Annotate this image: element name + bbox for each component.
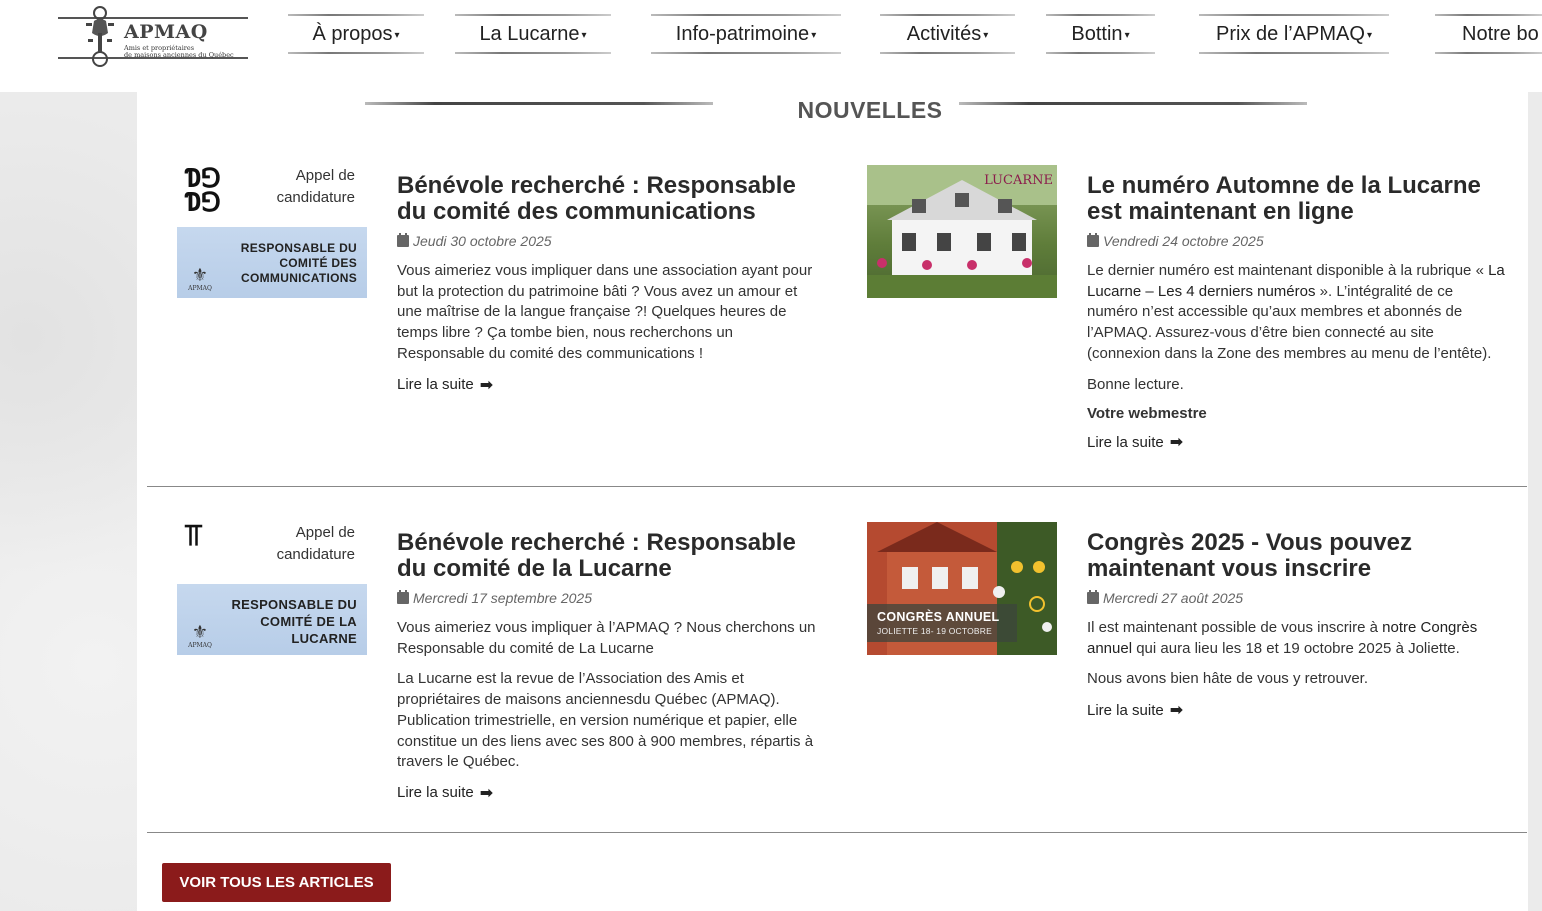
- excerpt-text: Le dernier numéro est maintenant disponible à la rubrique «: [1087, 262, 1484, 279]
- thumbnail-role-line: COMMUNICATIONS: [241, 271, 357, 285]
- article-date-text: Mercredi 17 septembre 2025: [413, 590, 592, 606]
- logo-tagline-2: de maisons anciennes du Québec: [124, 51, 234, 59]
- view-all-articles-button[interactable]: VOIR TOUS LES ARTICLES: [162, 863, 391, 902]
- article-excerpt-2: Bonne lecture.: [1087, 375, 1184, 393]
- read-more-link[interactable]: [397, 375, 493, 395]
- page-background-right: [1528, 92, 1542, 911]
- article-content: [1087, 173, 1507, 452]
- apmaq-mini-logo: [185, 624, 215, 649]
- decorative-glyph-icon: Ɗ⅁ Ɗ⅁: [185, 165, 221, 218]
- article-date-text: Vendredi 24 octobre 2025: [1103, 233, 1264, 249]
- news-panel: [137, 92, 1528, 911]
- logo-brand-text: APMAQ: [124, 21, 208, 43]
- thumbnail-role-line: COMITÉ DES: [279, 256, 357, 270]
- thumbnail-header-line: candidature: [276, 546, 355, 563]
- article-thumbnail[interactable]: [177, 165, 367, 298]
- nav-item-notre-boutique[interactable]: [1435, 14, 1542, 54]
- apmaq-mini-logo: [185, 267, 215, 292]
- article-thumbnail[interactable]: [867, 522, 1057, 655]
- congres-link[interactable]: notre Congrès annuel: [1087, 619, 1478, 657]
- calendar-icon: [397, 235, 409, 247]
- nav-item-label: La Lucarne: [479, 22, 580, 45]
- caret-down-icon: ▾: [581, 29, 587, 41]
- thumbnail-role: [231, 596, 357, 647]
- thumbnail-header-area: [177, 522, 367, 584]
- nav-item-label: Activités: [906, 22, 982, 45]
- article-title[interactable]: Le numéro Automne de la Lucarne est maintenant en ligne: [1087, 172, 1481, 225]
- calendar-icon: [397, 592, 409, 604]
- thumbnail-role-line: RESPONSABLE DU: [240, 241, 357, 255]
- caret-down-icon: ▾: [1124, 29, 1130, 41]
- article-content: [397, 530, 817, 803]
- excerpt-text: ». L’intégralité de ce numéro n’est accessible qu’aux membres et abonnés de l’APMAQ. Assurez-vous d’être bien connecté au site (connexion dans la Zone des membres au menu de l’entête).: [1087, 282, 1492, 362]
- calendar-icon: [1087, 592, 1099, 604]
- thumbnail-header: [277, 165, 355, 209]
- read-more-link[interactable]: [397, 783, 493, 803]
- logo-tagline-1: Amis et propriétaires: [124, 44, 195, 52]
- thumbnail-header-line: Appel de: [295, 167, 355, 184]
- article-content: [397, 173, 817, 395]
- key-seal-icon: ⚜: [191, 265, 209, 286]
- article-excerpt: [1087, 261, 1507, 365]
- thumbnail-header-line: Appel de: [295, 524, 355, 541]
- thumbnail-subcaption: JOLIETTE 18- 19 OCTOBRE: [877, 626, 992, 636]
- caret-down-icon: ▾: [394, 29, 400, 41]
- thumbnail-role-line: LUCARNE: [291, 631, 357, 646]
- nav-item-label: Notre bo: [1462, 22, 1539, 45]
- article-title[interactable]: Congrès 2025 - Vous pouvez maintenant vous inscrire: [1087, 529, 1412, 582]
- article-thumbnail[interactable]: [867, 165, 1057, 298]
- lucarne-issues-link[interactable]: La Lucarne – Les 4 derniers numéros: [1087, 262, 1505, 300]
- read-more-link[interactable]: [1087, 700, 1183, 720]
- article-signature: Votre webmestre: [1087, 405, 1207, 423]
- article-excerpt: Vous aimeriez vous impliquer dans une association ayant pour but la protection du patrimoine bâti ? Vous avez un amour et une maîtrise de la langue française ?! Quelques heures de temps libre ? Ça tombe bien, nous recherchons un Responsable du comité des communications !: [397, 262, 813, 362]
- section-title: NOUVELLES: [797, 97, 943, 123]
- thumbnail-role-area: [177, 227, 367, 298]
- arrow-right-icon: ➡: [1169, 702, 1184, 720]
- read-more-label: Lire la suite: [1087, 701, 1164, 719]
- thumbnail-overlay-text: LUCARNE: [984, 173, 1053, 188]
- thumbnail-header: [277, 522, 355, 566]
- main-nav: [0, 14, 1542, 54]
- article-date-text: Jeudi 30 octobre 2025: [413, 233, 552, 249]
- calendar-icon: [1087, 235, 1099, 247]
- article-date: [1087, 233, 1507, 249]
- excerpt-text: Il est maintenant possible de vous inscrire à: [1087, 619, 1383, 636]
- row-divider: [147, 832, 1527, 833]
- article-excerpt-2: Nous avons bien hâte de vous y retrouver.: [1087, 670, 1369, 688]
- read-more-label: Lire la suite: [397, 376, 474, 394]
- decorative-glyph-icon: ⫪: [185, 522, 202, 553]
- page-background-left: [0, 92, 137, 911]
- key-seal-icon: ⚜: [191, 622, 209, 643]
- nav-item-label: Bottin: [1071, 22, 1123, 45]
- title-rule-right: [959, 102, 1307, 105]
- nav-item-info-patrimoine[interactable]: [651, 14, 841, 54]
- read-more-link[interactable]: [1087, 432, 1183, 452]
- article-date: [1087, 590, 1507, 606]
- article-excerpt: Vous aimeriez vous impliquer à l’APMAQ ? Nous cherchons un Responsable du comité de La Lucarne: [397, 619, 816, 657]
- thumbnail-role: [241, 241, 357, 286]
- thumbnail-header-line: candidature: [276, 189, 355, 206]
- article-content: [1087, 530, 1507, 720]
- mini-logo-text: APMAQ: [188, 285, 212, 292]
- article-title[interactable]: Bénévole recherché : Responsable du comité de la Lucarne: [397, 529, 796, 582]
- site-header: [0, 0, 1542, 92]
- thumbnail-role-line: RESPONSABLE DU: [231, 597, 357, 612]
- thumbnail-role-area: [177, 584, 367, 655]
- caret-down-icon: ▾: [1366, 29, 1372, 41]
- article-date-text: Mercredi 27 août 2025: [1103, 590, 1244, 606]
- nav-item-la-lucarne[interactable]: [455, 14, 611, 54]
- mini-logo-text: APMAQ: [188, 642, 212, 649]
- read-more-label: Lire la suite: [397, 784, 474, 802]
- article-date: [397, 590, 817, 606]
- nav-item-label: Prix de l’APMAQ: [1216, 22, 1365, 45]
- article-thumbnail[interactable]: [177, 522, 367, 655]
- thumbnail-caption: CONGRÈS ANNUEL: [877, 610, 1000, 624]
- caret-down-icon: ▾: [983, 29, 989, 41]
- caret-down-icon: ▾: [811, 29, 817, 41]
- nav-item-prix-apmaq[interactable]: [1199, 14, 1389, 54]
- article-excerpt-2: La Lucarne est la revue de l’Association des Amis et propriétaires de maisons anciennesdu Québec (APMAQ). Publication trimestrielle, en version numérique et papier, elle constitue un des liens avec ses 800 à 900 membres, répartis à travers le Québec.: [397, 670, 814, 771]
- arrow-right-icon: ➡: [1169, 434, 1184, 452]
- article-date: [397, 233, 817, 249]
- read-more-label: Lire la suite: [1087, 433, 1164, 451]
- nav-item-label: À propos: [312, 22, 393, 45]
- arrow-right-icon: ➡: [479, 376, 494, 394]
- thumbnail-role-line: COMITÉ DE LA: [260, 614, 357, 629]
- nav-item-activites[interactable]: [880, 14, 1015, 54]
- article-title[interactable]: Bénévole recherché : Responsable du comité des communications: [397, 172, 796, 225]
- excerpt-text: qui aura lieu les 18 et 19 octobre 2025 à Joliette.: [1132, 639, 1460, 657]
- article-excerpt: [1087, 618, 1507, 659]
- nav-item-label: Info-patrimoine: [675, 22, 810, 45]
- arrow-right-icon: ➡: [479, 784, 494, 802]
- nav-item-bottin[interactable]: [1046, 14, 1155, 54]
- row-divider: [147, 486, 1527, 487]
- nav-item-a-propos[interactable]: [288, 14, 424, 54]
- title-rule-left: [365, 102, 713, 105]
- thumbnail-header-area: [177, 165, 367, 227]
